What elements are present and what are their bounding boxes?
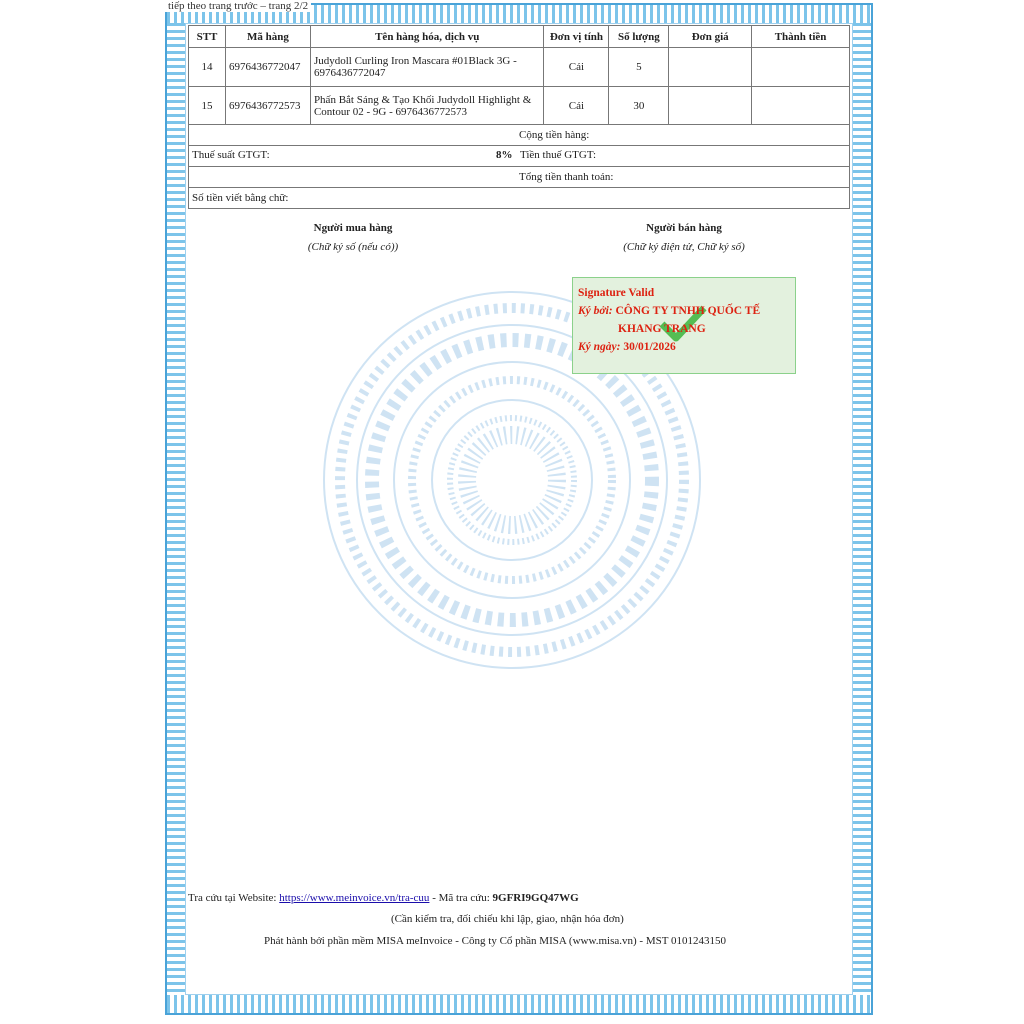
cell-price xyxy=(669,87,752,125)
signed-by-line2: KHANG TRANG xyxy=(618,323,706,335)
signed-by: CÔNG TY TNHH QUỐC TẾ xyxy=(615,305,761,317)
vat-rate: 8% xyxy=(496,149,513,161)
signed-date: 30/01/2026 xyxy=(623,341,676,353)
invoice-items-table xyxy=(188,25,850,209)
col-code: Mã hàng xyxy=(225,26,310,48)
col-name: Tên hàng hóa, dịch vụ xyxy=(310,26,544,48)
signed-by-label: Ký bởi: xyxy=(578,305,613,317)
lookup-code-label: - Mã tra cứu: xyxy=(429,892,493,904)
cell-code: 6976436772047 xyxy=(225,48,310,87)
lookup-line xyxy=(188,892,579,904)
cell-name: Judydoll Curling Iron Mascara #01Black 3G - 6976436772047 xyxy=(310,48,544,87)
seller-title: Người bán hàng xyxy=(646,222,722,234)
col-unit: Đơn vị tính xyxy=(544,26,609,48)
cell-price xyxy=(669,48,752,87)
col-qty: Số lượng xyxy=(609,26,669,48)
total-label: Tổng tiền thanh toán: xyxy=(189,167,850,188)
cell-code: 6976436772573 xyxy=(225,87,310,125)
cell-amount xyxy=(752,48,850,87)
buyer-block xyxy=(228,222,478,253)
total-row xyxy=(189,167,850,188)
lookup-label: Tra cứu tại Website: xyxy=(188,892,277,904)
subtotal-row xyxy=(189,125,850,146)
cell-amount xyxy=(752,87,850,125)
col-stt: STT xyxy=(189,26,226,48)
lookup-code: 9GFRI9GQ47WG xyxy=(492,892,579,904)
col-amount: Thành tiền xyxy=(752,26,850,48)
vat-amount-label: Tiền thuế GTGT: xyxy=(520,149,597,161)
verification-note: (Cần kiểm tra, đối chiếu khi lập, giao, nhận hóa đơn) xyxy=(391,913,624,925)
continuation-note: tiếp theo trang trước – trang 2/2 xyxy=(165,0,311,12)
in-words-label: Số tiền viết bằng chữ: xyxy=(189,188,850,209)
seller-block xyxy=(559,222,809,253)
signature-status: Signature Valid xyxy=(578,287,655,299)
issuer-line: Phát hành bởi phần mềm MISA meInvoice - Công ty Cổ phần MISA (www.misa.vn) - MST 0101243150 xyxy=(264,935,726,947)
table-header xyxy=(189,26,850,48)
buyer-note: (Chữ ký số (nếu có)) xyxy=(307,241,399,253)
signed-date-label: Ký ngày: xyxy=(578,341,621,353)
seller-note: (Chữ ký điện tử, Chữ ký số) xyxy=(623,241,745,253)
col-price: Đơn giá xyxy=(669,26,752,48)
lookup-link[interactable]: https://www.meinvoice.vn/tra-cuu xyxy=(279,892,430,904)
cell-stt: 15 xyxy=(189,87,226,125)
cell-stt: 14 xyxy=(189,48,226,87)
cell-name: Phấn Bắt Sáng & Tạo Khối Judydoll Highlight & Contour 02 - 9G - 6976436772573 xyxy=(310,87,544,125)
in-words-row xyxy=(189,188,850,209)
vat-rate-label: Thuế suất GTGT: xyxy=(192,149,270,161)
buyer-title: Người mua hàng xyxy=(313,222,393,234)
table-row xyxy=(189,48,850,87)
subtotal-label: Cộng tiền hàng: xyxy=(189,125,850,146)
table-row xyxy=(189,87,850,125)
cell-qty: 30 xyxy=(609,87,669,125)
vat-row xyxy=(189,146,850,167)
digital-signature-box[interactable] xyxy=(572,277,796,374)
cell-qty: 5 xyxy=(609,48,669,87)
cell-unit: Cái xyxy=(544,48,609,87)
cell-unit: Cái xyxy=(544,87,609,125)
